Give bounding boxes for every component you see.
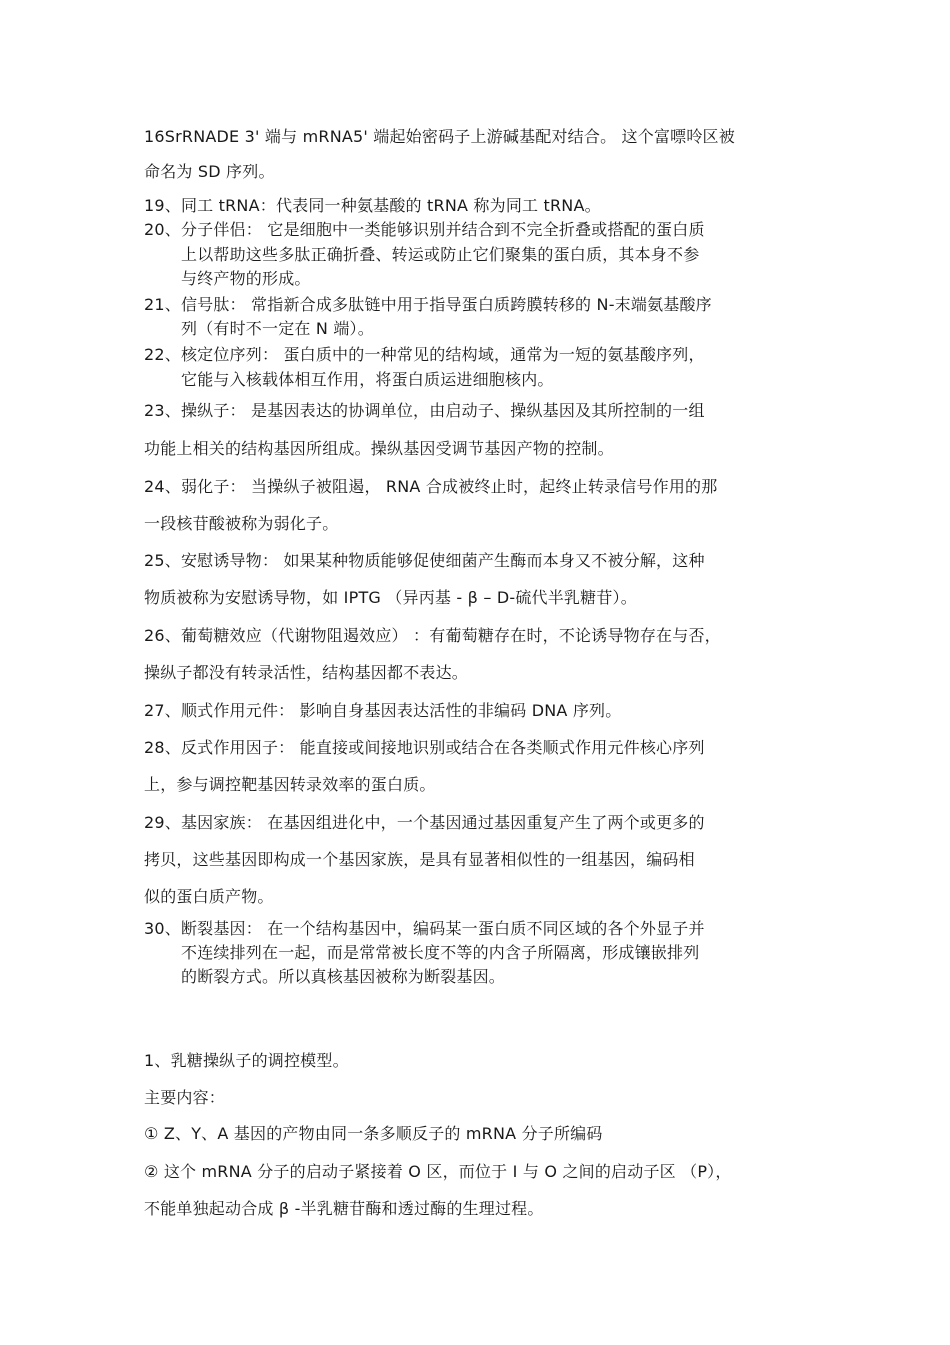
definition-24-cont: 一段核苷酸被称为弱化子。 bbox=[144, 514, 339, 533]
definition-26: 26、葡萄糖效应（代谢物阻遏效应） ：有葡萄糖存在时，不论诱导物存在与否， bbox=[144, 626, 721, 645]
definition-25-cont: 物质被称为安慰诱导物，如 IPTG （异丙基 - β – D-硫代半乳糖苷）。 bbox=[144, 588, 637, 607]
definition-29-cont-2: 似的蛋白质产物。 bbox=[144, 887, 274, 906]
definition-29: 29、基因家族： 在基因组进化中，一个基因通过基因重复产生了两个或更多的 bbox=[144, 813, 705, 832]
point-1: ① Z、Y、A 基因的产物由同一条多顺反子的 mRNA 分子所编码 bbox=[144, 1124, 603, 1143]
point-2: ② 这个 mRNA 分子的启动子紧接着 O 区，而位于 I 与 O 之间的启动子区 （P）， bbox=[144, 1162, 732, 1181]
definition-23: 23、操纵子： 是基因表达的协调单位，由启动子、操纵基因及其所控制的一组 bbox=[144, 401, 705, 420]
definition-29-cont-1: 拷贝，这些基因即构成一个基因家族，是具有显著相似性的一组基因，编码相 bbox=[144, 850, 695, 869]
definition-20: 20、分子伴侣： 它是细胞中一类能够识别并结合到不完全折叠或搭配的蛋白质 bbox=[144, 220, 705, 239]
definition-19: 19、同工 tRNA：代表同一种氨基酸的 tRNA 称为同工 tRNA。 bbox=[144, 196, 601, 215]
definition-30: 30、断裂基因： 在一个结构基因中，编码某一蛋白质不同区域的各个外显子并 bbox=[144, 919, 705, 938]
definition-30-cont-1: 不连续排列在一起，而是常常被长度不等的内含子所隔离，形成镶嵌排列 bbox=[181, 943, 700, 962]
definition-28: 28、反式作用因子： 能直接或间接地识别或结合在各类顺式作用元件核心序列 bbox=[144, 738, 705, 757]
definition-22: 22、核定位序列： 蛋白质中的一种常见的结构域，通常为一短的氨基酸序列， bbox=[144, 345, 705, 364]
definition-25: 25、安慰诱导物： 如果某种物质能够促使细菌产生酶而本身又不被分解，这种 bbox=[144, 551, 705, 570]
main-content-heading: 主要内容： bbox=[144, 1088, 226, 1107]
definition-20-cont-2: 与终产物的形成。 bbox=[181, 269, 311, 288]
definition-21-cont: 列（有时不一定在 N 端）。 bbox=[181, 319, 374, 338]
text-line-2: 命名为 SD 序列。 bbox=[144, 162, 275, 181]
definition-28-cont: 上，参与调控靶基因转录效率的蛋白质。 bbox=[144, 775, 436, 794]
definition-24: 24、弱化子： 当操纵子被阻遏， RNA 合成被终止时，起终止转录信号作用的那 bbox=[144, 477, 718, 496]
definition-30-cont-2: 的断裂方式。所以真核基因被称为断裂基因。 bbox=[181, 967, 506, 986]
text-line-1: 16SrRNADE 3' 端与 mRNA5' 端起始密码子上游碱基配对结合。 这个富嘌呤区被 bbox=[144, 127, 735, 146]
definition-20-cont-1: 上以帮助这些多肽正确折叠、转运或防止它们聚集的蛋白质，其本身不参 bbox=[181, 245, 700, 264]
point-2-cont: 不能单独起动合成 β -半乳糖苷酶和透过酶的生理过程。 bbox=[144, 1199, 544, 1218]
definition-26-cont: 操纵子都没有转录活性，结构基因都不表达。 bbox=[144, 663, 469, 682]
definition-22-cont: 它能与入核载体相互作用，将蛋白质运进细胞核内。 bbox=[181, 370, 554, 389]
definition-27: 27、顺式作用元件： 影响自身基因表达活性的非编码 DNA 序列。 bbox=[144, 701, 622, 720]
definition-23-cont: 功能上相关的结构基因所组成。操纵基因受调节基因产物的控制。 bbox=[144, 439, 614, 458]
question-1-title: 1、乳糖操纵子的调控模型。 bbox=[144, 1051, 349, 1070]
definition-21: 21、信号肽： 常指新合成多肽链中用于指导蛋白质跨膜转移的 N-末端氨基酸序 bbox=[144, 295, 712, 314]
